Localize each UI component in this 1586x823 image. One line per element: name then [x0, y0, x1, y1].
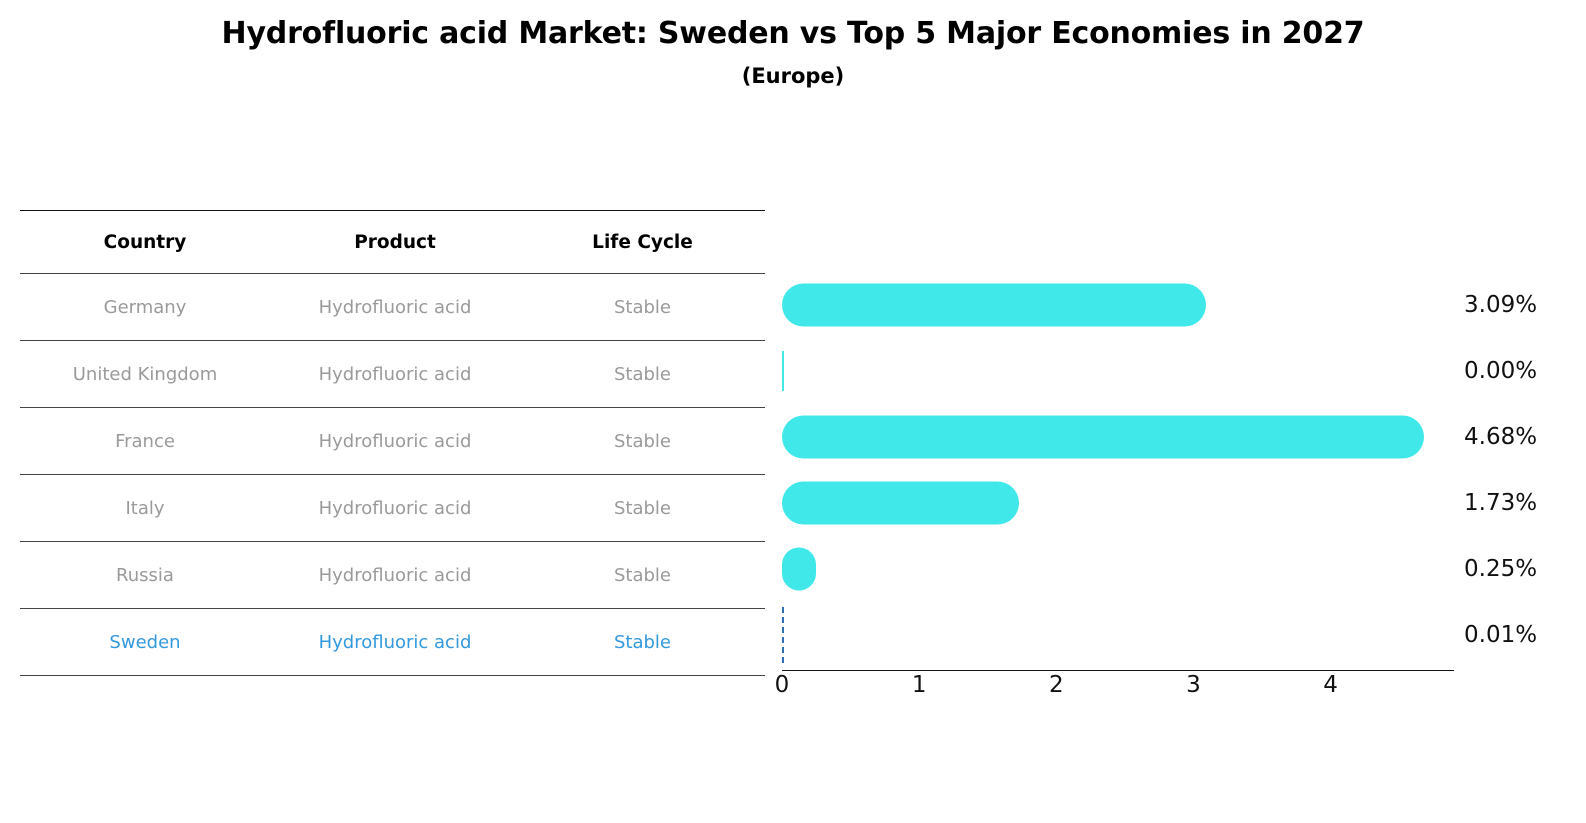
bar-value-italy: 1.73% — [1464, 490, 1538, 516]
cell-product: Hydrofluoric acid — [270, 341, 520, 408]
cell-life-cycle: Stable — [520, 408, 765, 475]
x-axis-tick-4: 4 — [1323, 672, 1338, 698]
table-row — [20, 542, 765, 609]
column-header-life-cycle: Life Cycle — [520, 211, 765, 274]
cell-product: Hydrofluoric acid — [270, 609, 520, 676]
bar-row-germany — [782, 272, 1538, 338]
table-header-row — [20, 211, 765, 274]
x-axis-tick-0: 0 — [774, 672, 790, 698]
x-axis-tick-3: 3 — [1186, 672, 1201, 698]
cell-life-cycle: Stable — [520, 609, 765, 676]
chart-title-block — [0, 14, 1586, 92]
country-table-wrapper — [20, 210, 765, 676]
bar-italy — [782, 482, 1019, 525]
bars-area — [782, 272, 1538, 670]
table-row — [20, 408, 765, 475]
table-row — [20, 475, 765, 542]
cell-country: Italy — [20, 475, 270, 542]
bar-value-sweden: 0.01% — [1464, 622, 1538, 648]
page-title: Hydrofluoric acid Market: Sweden vs Top 5 Major Economies in 2027 — [221, 16, 1365, 51]
bar-united-kingdom — [782, 351, 784, 391]
cell-country: United Kingdom — [20, 341, 270, 408]
country-table — [20, 210, 765, 676]
bar-value-russia: 0.25% — [1464, 556, 1538, 582]
bar-row-sweden — [782, 602, 1538, 668]
bar-value-germany: 3.09% — [1464, 292, 1538, 318]
column-header-product: Product — [270, 211, 520, 274]
page-subtitle: (Europe) — [741, 63, 845, 88]
table-row — [20, 274, 765, 341]
bar-value-france: 4.68% — [1464, 424, 1538, 450]
bar-russia — [782, 548, 816, 591]
cell-life-cycle: Stable — [520, 274, 765, 341]
table-row-highlighted — [20, 609, 765, 676]
bar-row-italy — [782, 470, 1538, 536]
table-header — [20, 211, 765, 274]
cell-country: Russia — [20, 542, 270, 609]
cell-product: Hydrofluoric acid — [270, 475, 520, 542]
cell-product: Hydrofluoric acid — [270, 274, 520, 341]
cell-country: France — [20, 408, 270, 475]
bar-france — [782, 416, 1424, 459]
cell-product: Hydrofluoric acid — [270, 408, 520, 475]
table-body — [20, 274, 765, 676]
x-axis-tick-1: 1 — [911, 672, 927, 698]
bar-value-united-kingdom: 0.00% — [1464, 358, 1538, 384]
bar-row-france — [782, 404, 1538, 470]
bar-chart — [774, 272, 1538, 698]
bar-germany — [782, 284, 1206, 327]
cell-country: Sweden — [20, 609, 270, 676]
cell-life-cycle: Stable — [520, 475, 765, 542]
x-axis-tick-2: 2 — [1048, 672, 1064, 698]
cell-life-cycle: Stable — [520, 542, 765, 609]
table-row — [20, 341, 765, 408]
column-header-country: Country — [20, 211, 270, 274]
x-axis-line — [782, 670, 1454, 671]
bar-row-russia — [782, 536, 1538, 602]
cell-life-cycle: Stable — [520, 341, 765, 408]
bar-sweden — [782, 607, 784, 663]
plot-area — [0, 210, 1586, 730]
bar-row-united-kingdom — [782, 338, 1538, 404]
cell-product: Hydrofluoric acid — [270, 542, 520, 609]
cell-country: Germany — [20, 274, 270, 341]
